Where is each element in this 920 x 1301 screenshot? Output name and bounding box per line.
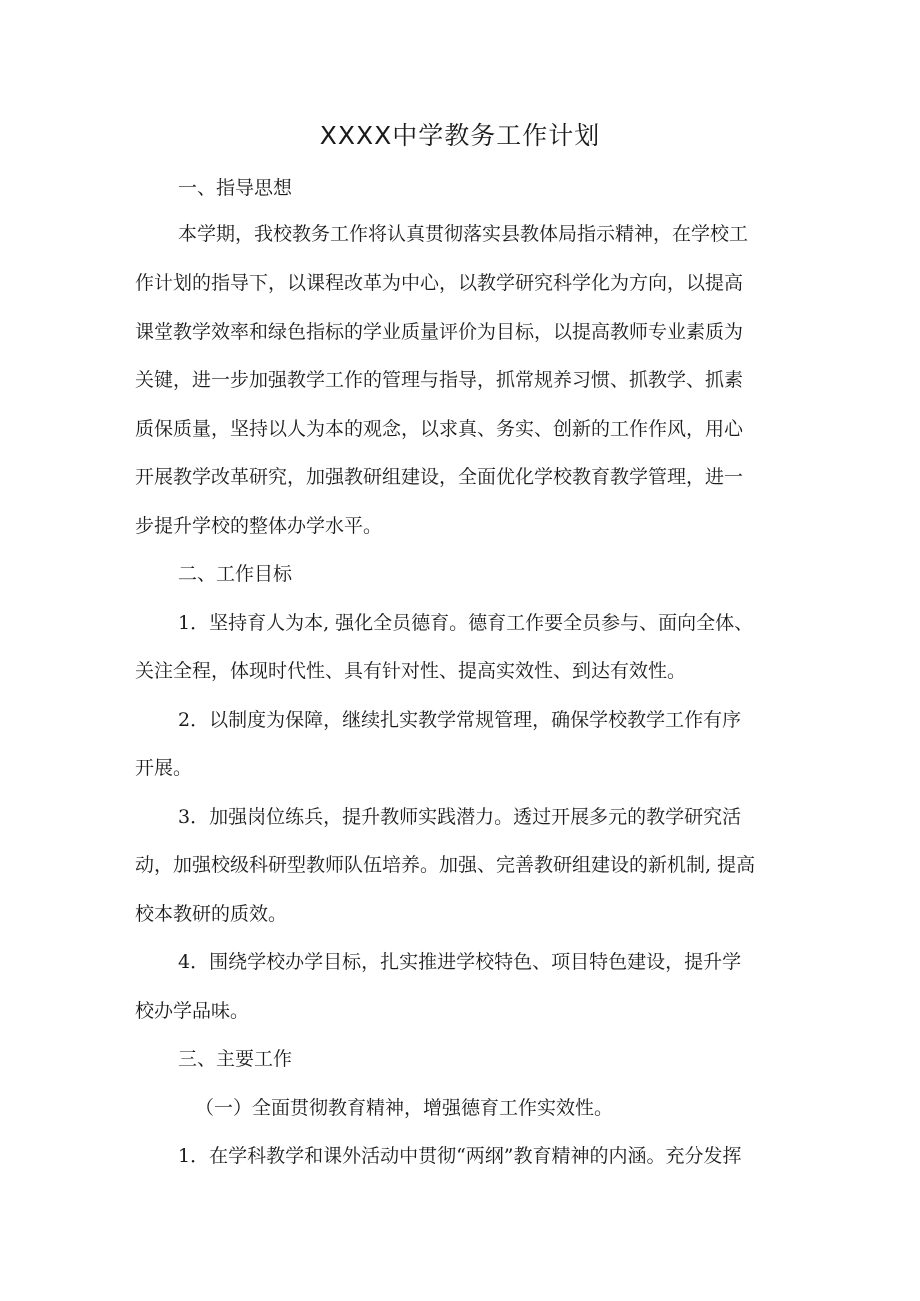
list-item-line: 关注全程，体现时代性、具有针对性、提高实效性、到达有效性。 bbox=[135, 660, 687, 682]
list-item-line: 1．在学科教学和课外活动中贯彻“两纲”教育精神的内涵。充分发挥 bbox=[178, 1145, 742, 1167]
document-title: XXXX中学教务工作计划 bbox=[319, 121, 601, 150]
paragraph-line: 质保质量，坚持以人为本的观念，以求真、务实、创新的工作作风，用心 bbox=[135, 418, 744, 440]
list-item-line: 3．加强岗位练兵，提升教师实践潜力。透过开展多元的教学研究活 bbox=[178, 806, 742, 828]
section-heading-1: 一、指导思想 bbox=[178, 177, 293, 199]
list-item-line: 校本教研的质效。 bbox=[135, 903, 288, 925]
paragraph-line: 关键，进一步加强教学工作的管理与指导，抓常规养习惯、抓教学、抓素 bbox=[135, 369, 744, 391]
list-item-line: 4．围绕学校办学目标，扎实推进学校特色、项目特色建设，提升学 bbox=[178, 951, 742, 973]
paragraph-line: 本学期，我校教务工作将认真贯彻落实县教体局指示精神，在学校工 bbox=[178, 223, 749, 245]
paragraph-line: 步提升学校的整体办学水平。 bbox=[135, 515, 383, 537]
subsection-heading: （一）全面贯彻教育精神，增强德育工作实效性。 bbox=[195, 1097, 614, 1119]
paragraph-line: 作计划的指导下，以课程改革为中心，以教学研究科学化为方向，以提高 bbox=[135, 272, 744, 294]
list-item-line: 2．以制度为保障，继续扎实教学常规管理，确保学校教学工作有序 bbox=[178, 709, 742, 731]
list-item-line: 开展。 bbox=[135, 757, 193, 779]
section-heading-3: 三、主要工作 bbox=[178, 1048, 293, 1070]
list-item-line: 校办学品味。 bbox=[135, 1000, 250, 1022]
paragraph-line: 课堂教学效率和绿色指标的学业质量评价为目标，以提高教师专业素质为 bbox=[135, 321, 744, 343]
paragraph-line: 开展教学改革研究，加强教研组建设，全面优化学校教育教学管理，进一 bbox=[135, 466, 744, 488]
list-item-line: 1．坚持育人为本, 强化全员德育。德育工作要全员参与、面向全体、 bbox=[178, 612, 754, 634]
list-item-line: 动，加强校级科研型教师队伍培养。加强、完善教研组建设的新机制, 提高 bbox=[135, 854, 756, 876]
section-heading-2: 二、工作目标 bbox=[178, 563, 293, 585]
